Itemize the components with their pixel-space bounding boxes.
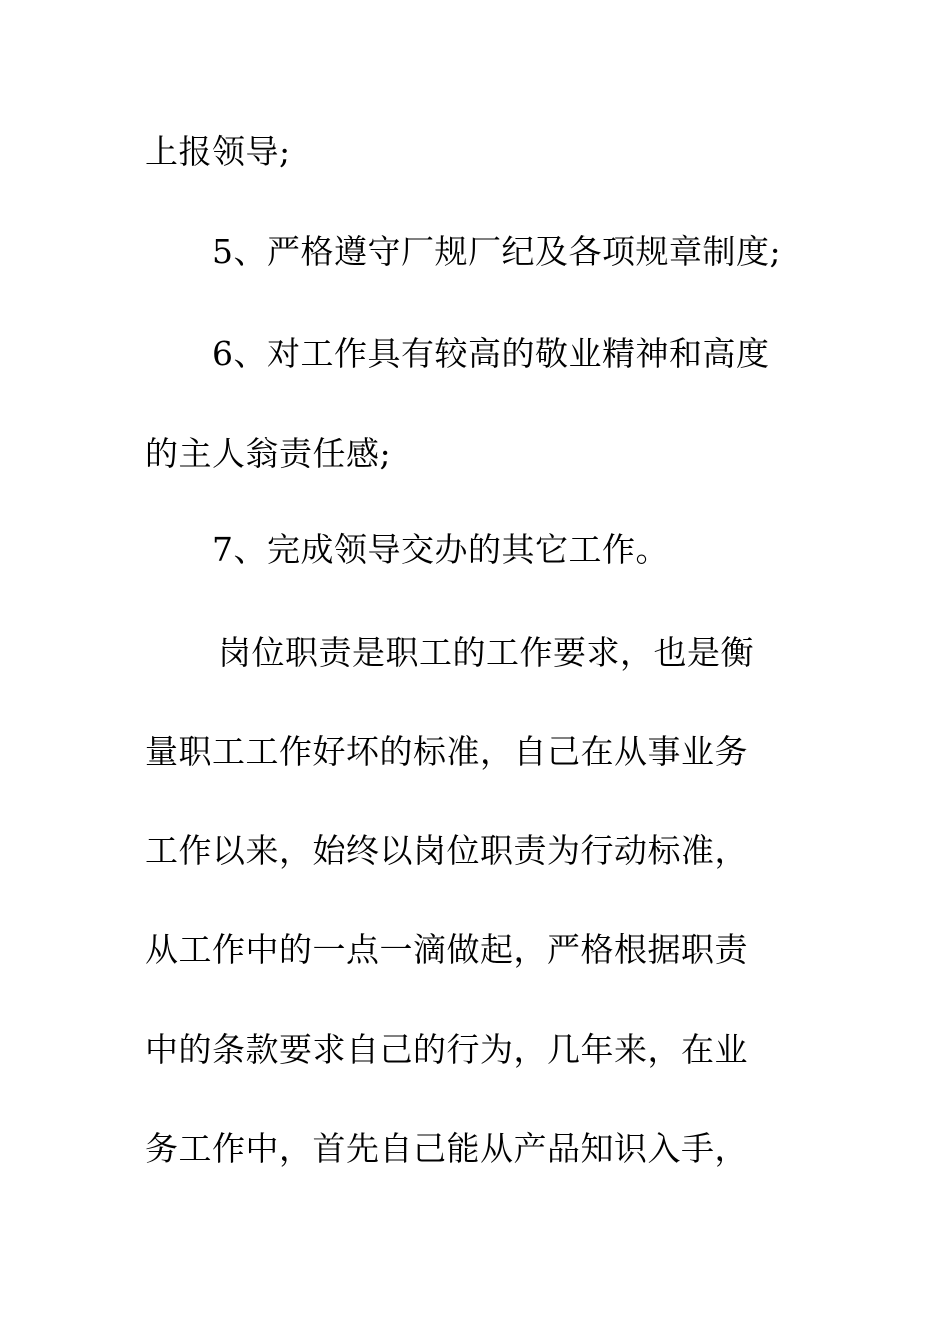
- list-item-5: 5、严格遵守厂规厂纪及各项规章制度;: [212, 232, 782, 271]
- paragraph-line: 量职工工作好坏的标准，自己在从事业务: [145, 732, 748, 771]
- list-item-7: 7、完成领导交办的其它工作。: [212, 530, 669, 569]
- paragraph-line: 工作以来，始终以岗位职责为行动标准，: [145, 831, 748, 870]
- paragraph-line: 务工作中，首先自己能从产品知识入手，: [145, 1129, 748, 1168]
- text-line: 的主人翁责任感;: [145, 434, 392, 473]
- paragraph-line: 中的条款要求自己的行为，几年来，在业: [145, 1030, 748, 1069]
- paragraph-line: 从工作中的一点一滴做起，严格根据职责: [145, 930, 748, 969]
- text-line: 上报领导;: [145, 132, 291, 171]
- list-item-6: 6、对工作具有较高的敬业精神和高度: [212, 334, 770, 373]
- paragraph-line: 岗位职责是职工的工作要求，也是衡: [218, 633, 754, 672]
